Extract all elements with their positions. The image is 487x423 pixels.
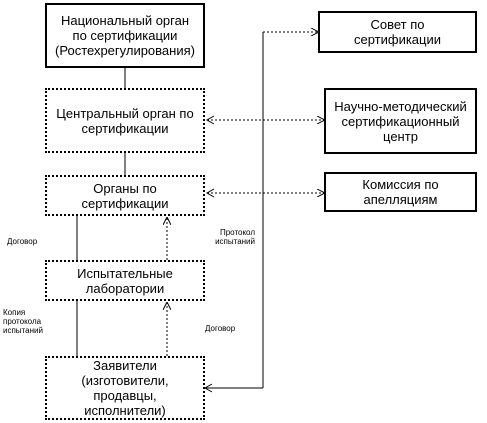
label-protocol-copy: Копия протокола испытаний xyxy=(3,308,43,335)
certification-council-box: Совет по сертификации xyxy=(318,11,477,53)
label-test-protocol: Протокол испытаний xyxy=(215,228,255,246)
certification-organs-box: Органы по сертификации xyxy=(45,175,205,216)
label-contract-right: Договор xyxy=(205,324,236,333)
scientific-method-center-box: Научно-методический сертификационный центр xyxy=(324,88,477,154)
testing-labs-box: Испытательные лаборатории xyxy=(45,260,205,301)
label-contract-left: Договор xyxy=(7,237,38,246)
national-body-box: Национальный орган по сертификации (Ростехрегулирования) xyxy=(45,3,205,68)
appeals-commission-box: Комиссия по апелляциям xyxy=(324,172,477,212)
central-body-box: Центральный орган по сертификации xyxy=(45,88,205,153)
applicants-box: Заявители (изготовители, продавцы, исполнители) xyxy=(45,356,205,420)
